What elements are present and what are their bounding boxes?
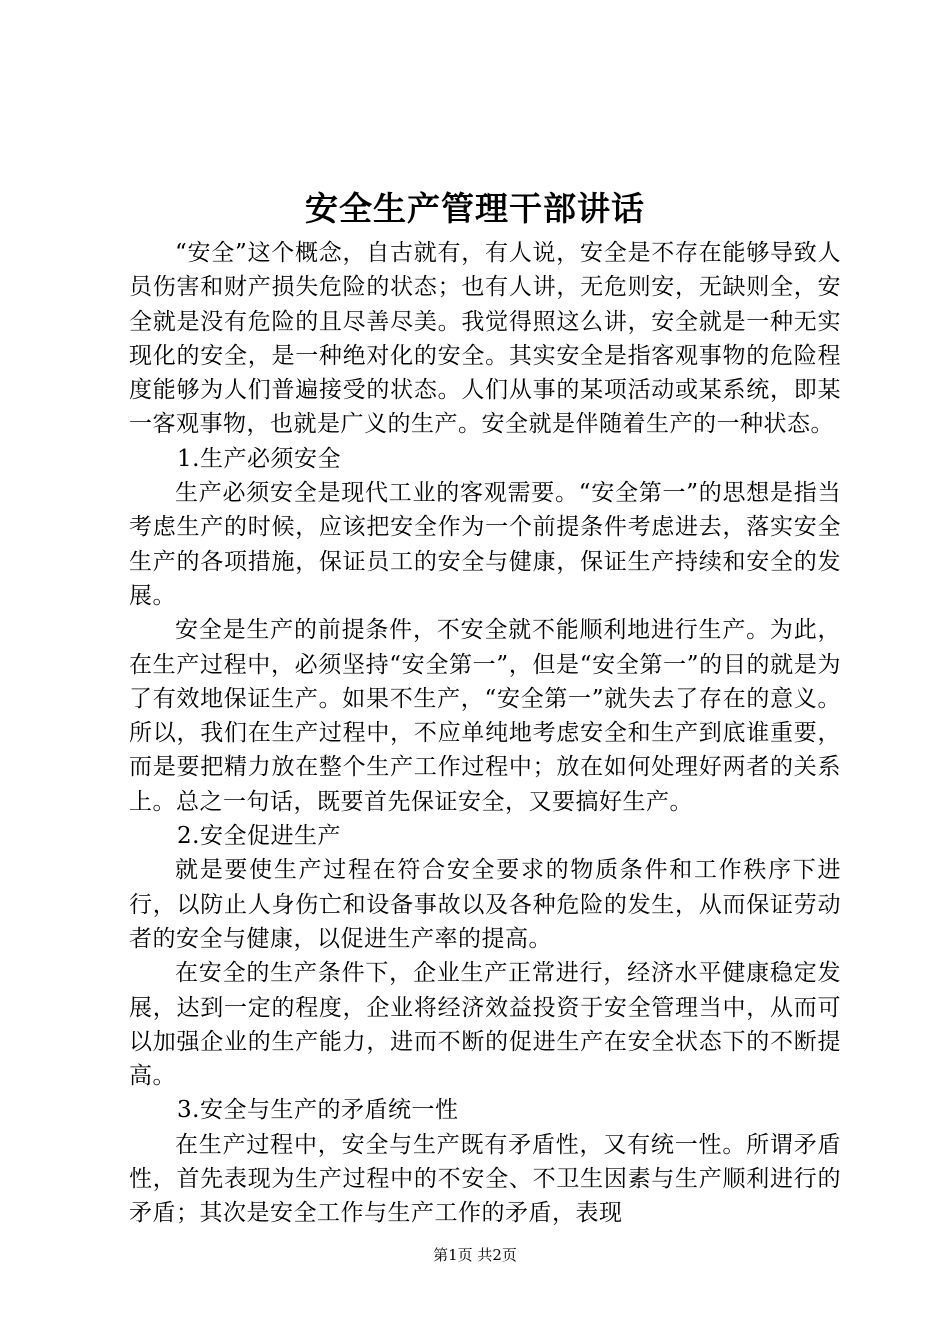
page-footer: 第1页 共2页 — [433, 1246, 517, 1264]
paragraph-intro: “安全”这个概念，自古就有，有人说，安全是不存在能够导致人员伤害和财产损失危险的状态；也有人讲，无危则安，无缺则全，安全就是没有危险的且尽善尽美。我觉得照这么讲，安全就是一种无实现化的安全，是一种绝对化的安全。其实安全是指客观事物的危险程度能够为人们普遍接受的状态。人们从事的某项活动或某系统，即某一客观事物，也就是广义的生产。安全就是伴随着生产的一种状态。 — [129, 240, 841, 438]
paragraph-1b: 安全是生产的前提条件，不安全就不能顺利地进行生产。为此，在生产过程中，必须坚持“安全第一”，但是“安全第一”的目的就是为了有效地保证生产。如果不生产，“安全第一”就失去了存在的意义。所以，我们在生产过程中，不应单纯地考虑安全和生产到底谁重要，而是要把精力放在整个生产工作过程中；放在如何处理好两者的关系上。总之一句话，既要首先保证安全，又要搞好生产。 — [129, 617, 841, 815]
paragraph-1a: 生产必须安全是现代工业的客观需要。“安全第一”的思想是指当考虑生产的时候，应该把安全作为一个前提条件考虑进去，落实安全生产的各项措施，保证员工的安全与健康，保证生产持续和安全的发展。 — [129, 480, 841, 609]
paragraph-2b: 在安全的生产条件下，企业生产正常进行，经济水平健康稳定发展，达到一定的程度，企业将经济效益投资于安全管理当中，从而可以加强企业的生产能力，进而不断的促进生产在安全状态下的不断提高。 — [129, 960, 841, 1090]
section-heading-2: 2.安全促进生产 — [177, 823, 341, 850]
paragraph-3a: 在生产过程中，安全与生产既有矛盾性，又有统一性。所谓矛盾性，首先表现为生产过程中的不安全、不卫生因素与生产顺利进行的矛盾；其次是安全工作与生产工作的矛盾，表现 — [129, 1131, 841, 1227]
document-body — [129, 236, 841, 1231]
section-heading-3: 3.安全与生产的矛盾统一性 — [177, 1097, 459, 1124]
section-heading-1: 1.生产必须安全 — [177, 445, 341, 472]
paragraph-2a: 就是要使生产过程在符合安全要求的物质条件和工作秩序下进行，以防止人身伤亡和设备事故以及各种危险的发生，从而保证劳动者的安全与健康，以促进生产率的提高。 — [129, 857, 841, 952]
document-title: 安全生产管理干部讲话 — [305, 189, 645, 228]
